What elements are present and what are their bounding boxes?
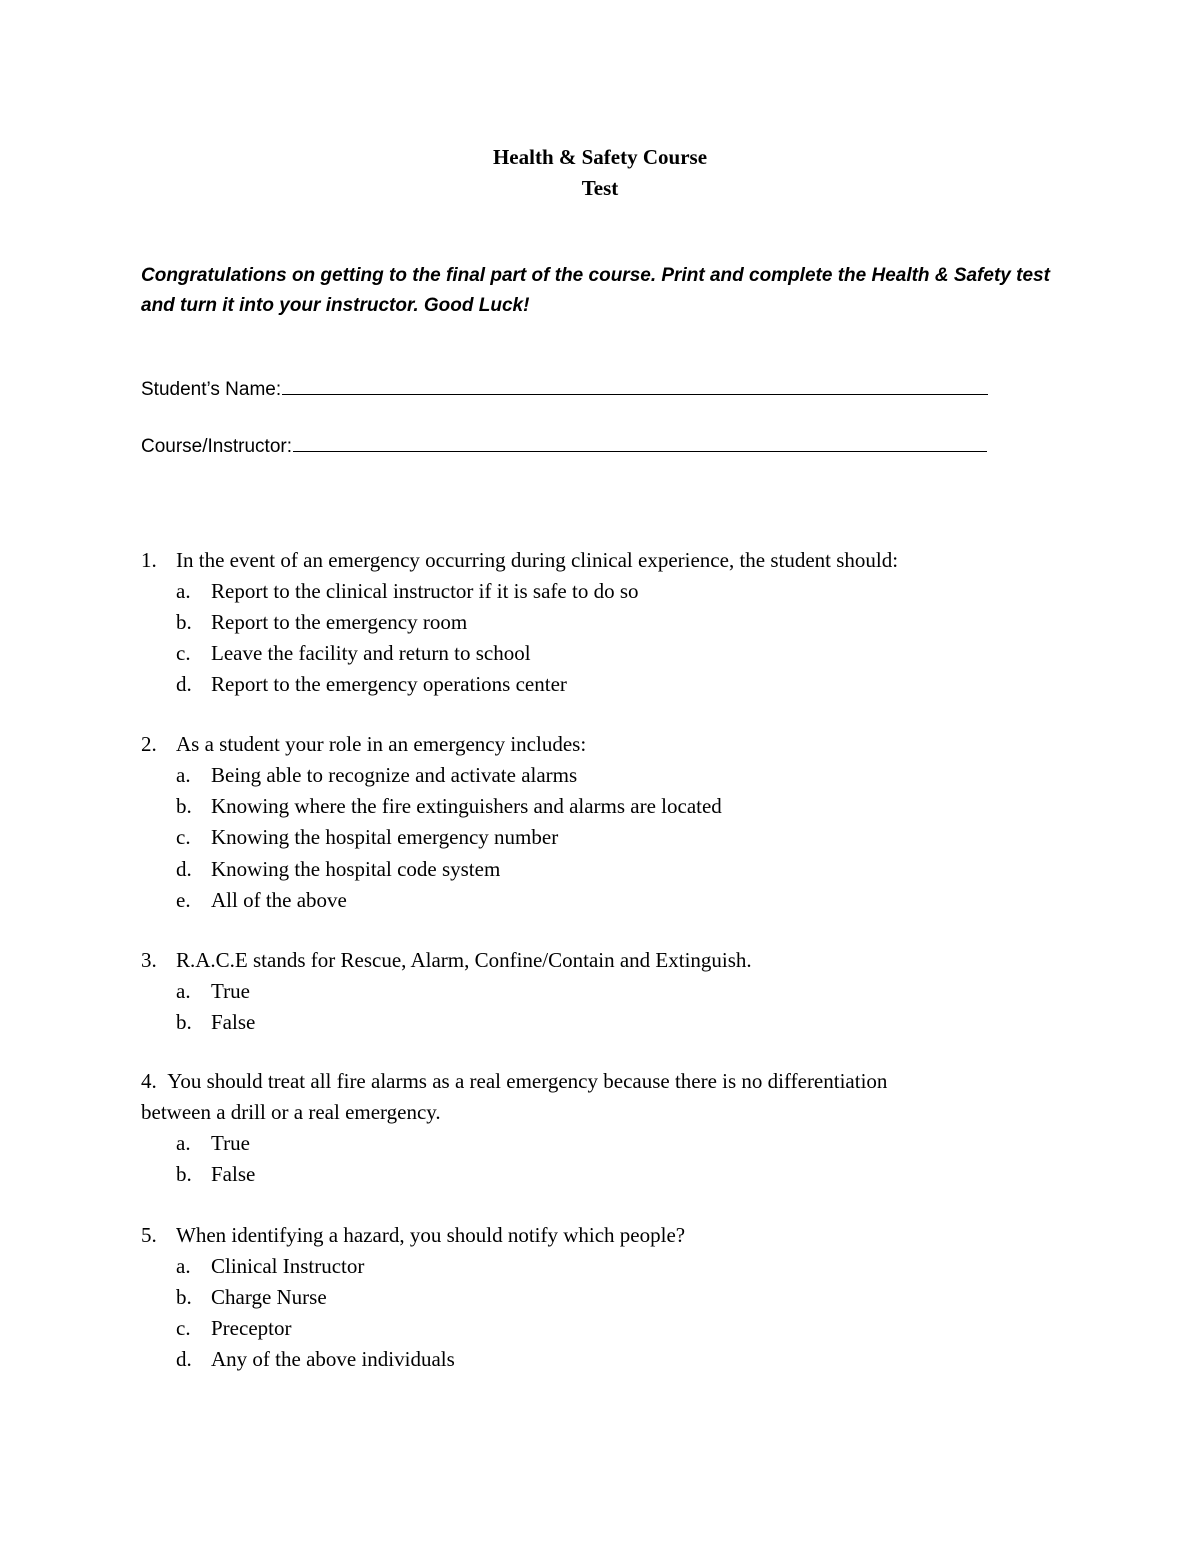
option-letter: c. bbox=[176, 641, 191, 665]
option-letter: a. bbox=[176, 1131, 191, 1155]
option-letter: b. bbox=[176, 1285, 192, 1309]
question-number: 4. bbox=[141, 1069, 157, 1093]
course-instructor-field[interactable] bbox=[141, 433, 987, 459]
option-text: Knowing where the fire extinguishers and alarms are located bbox=[211, 794, 722, 818]
option-text: Preceptor bbox=[211, 1316, 292, 1340]
option-letter: b. bbox=[176, 794, 192, 818]
option-letter: b. bbox=[176, 1010, 192, 1034]
option-text: Leave the facility and return to school bbox=[211, 641, 531, 665]
option-letter: b. bbox=[176, 1162, 192, 1186]
question-text: R.A.C.E stands for Rescue, Alarm, Confine/Contain and Extinguish. bbox=[176, 948, 752, 972]
option-letter: a. bbox=[176, 579, 191, 603]
option-letter: d. bbox=[176, 1347, 192, 1371]
option-text: Any of the above individuals bbox=[211, 1347, 455, 1371]
option-letter: c. bbox=[176, 825, 191, 849]
student-name-field[interactable] bbox=[141, 376, 988, 402]
option-letter: b. bbox=[176, 610, 192, 634]
document-title: Health & Safety Course bbox=[492, 145, 708, 169]
option-letter: d. bbox=[176, 672, 192, 696]
option-letter: a. bbox=[176, 979, 191, 1003]
course-instructor-blank[interactable] bbox=[293, 433, 987, 452]
option-text: Report to the clinical instructor if it is safe to do so bbox=[211, 579, 639, 603]
option-text: True bbox=[211, 979, 250, 1003]
student-name-blank[interactable] bbox=[282, 376, 988, 395]
option-letter: d. bbox=[176, 857, 192, 881]
document-subtitle: Test bbox=[581, 176, 619, 200]
question-text: When identifying a hazard, you should notify which people? bbox=[176, 1223, 686, 1247]
option-text: Report to the emergency room bbox=[211, 610, 468, 634]
option-text: Knowing the hospital code system bbox=[211, 857, 501, 881]
option-text: False bbox=[211, 1010, 256, 1034]
question-text-line-2: between a drill or a real emergency. bbox=[141, 1100, 441, 1124]
option-text: Report to the emergency operations center bbox=[211, 672, 567, 696]
student-name-label: Student’s Name: bbox=[141, 379, 282, 400]
option-text: False bbox=[211, 1162, 256, 1186]
course-instructor-label: Course/Instructor: bbox=[141, 436, 292, 457]
intro-instructions: Congratulations on getting to the final part of the course. Print and complete the Health & Safety test and turn it into your instructor. Good Luck! bbox=[141, 265, 1050, 316]
option-letter: e. bbox=[176, 888, 191, 912]
question-4-continued bbox=[141, 1100, 441, 1124]
option-text: Being able to recognize and activate alarms bbox=[211, 763, 578, 787]
option-letter: c. bbox=[176, 1316, 191, 1340]
option-text: Charge Nurse bbox=[211, 1285, 327, 1309]
question-number: 1. bbox=[141, 548, 157, 572]
option-text: Knowing the hospital emergency number bbox=[211, 825, 559, 849]
question-text: As a student your role in an emergency includes: bbox=[176, 732, 587, 756]
option-text: Clinical Instructor bbox=[211, 1254, 365, 1278]
option-letter: a. bbox=[176, 763, 191, 787]
question-number: 5. bbox=[141, 1223, 157, 1247]
option-text: All of the above bbox=[211, 888, 347, 912]
option-letter: a. bbox=[176, 1254, 191, 1278]
question-number: 3. bbox=[141, 948, 157, 972]
option-text: True bbox=[211, 1131, 250, 1155]
question-text-line-1: You should treat all fire alarms as a real emergency because there is no differentiation bbox=[167, 1069, 888, 1093]
question-text: In the event of an emergency occurring during clinical experience, the student should: bbox=[176, 548, 899, 572]
question-4 bbox=[141, 1069, 887, 1093]
question-number: 2. bbox=[141, 732, 157, 756]
